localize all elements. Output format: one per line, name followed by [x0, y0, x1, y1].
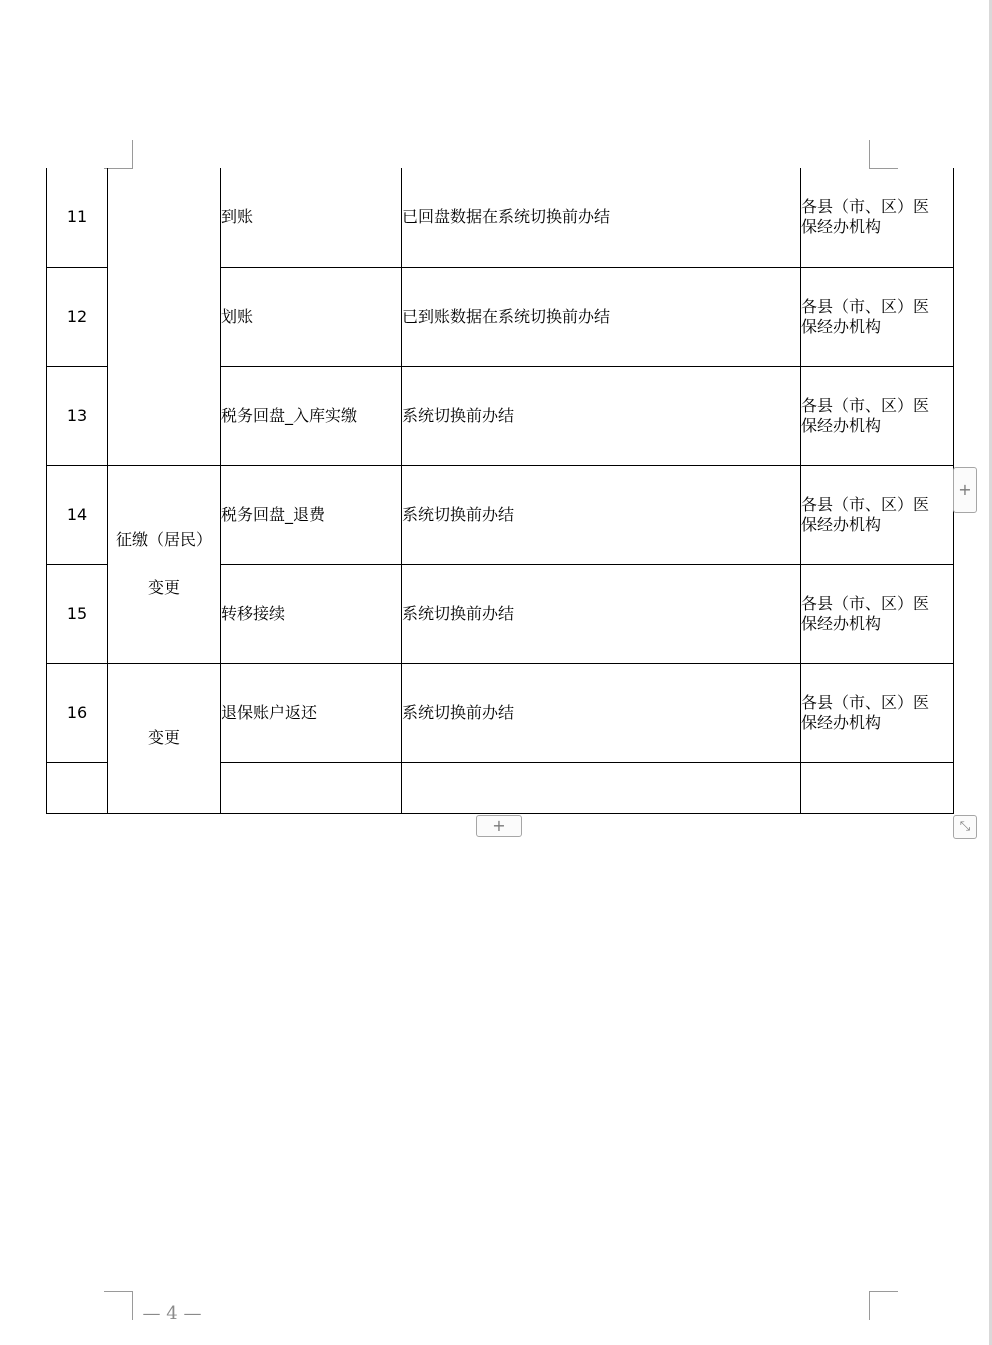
organization-line-1: 各县（市、区）医 [801, 593, 930, 613]
crop-mark-bottom-left [104, 1291, 133, 1320]
add-row-button[interactable]: + [476, 815, 522, 837]
row-number: 15 [47, 564, 108, 663]
organization-line-1: 各县（市、区）医 [801, 395, 930, 415]
empty-cell [221, 762, 402, 813]
table-row [47, 168, 954, 267]
organization-line-1: 各县（市、区）医 [801, 296, 930, 316]
organization-line-2: 保经办机构 [801, 415, 882, 435]
item-cell: 税务回盘_入库实缴 [221, 366, 402, 465]
row-number: 13 [47, 366, 108, 465]
description-cell: 已到账数据在系统切换前办结 [402, 267, 801, 366]
row-number: 14 [47, 465, 108, 564]
organization-line-1: 各县（市、区）医 [801, 692, 930, 712]
organization-line-2: 保经办机构 [801, 316, 882, 336]
organization-cell [801, 564, 954, 663]
table-row [47, 663, 954, 762]
crop-mark-bottom-right [869, 1291, 898, 1320]
item-cell: 转移接续 [221, 564, 402, 663]
row-number: 16 [47, 663, 108, 762]
crop-mark-top-right [869, 140, 898, 169]
document-table[interactable] [46, 168, 954, 814]
description-cell: 系统切换前办结 [402, 366, 801, 465]
organization-line-2: 保经办机构 [801, 712, 882, 732]
table-row [47, 465, 954, 564]
item-cell: 划账 [221, 267, 402, 366]
description-cell: 已回盘数据在系统切换前办结 [402, 168, 801, 267]
row-number: 12 [47, 267, 108, 366]
row-number: 11 [47, 168, 108, 267]
description-cell: 系统切换前办结 [402, 564, 801, 663]
description-cell: 系统切换前办结 [402, 465, 801, 564]
organization-line-1: 各县（市、区）医 [801, 197, 930, 217]
category-label-line-2: 变更 [147, 578, 180, 597]
organization-cell [801, 168, 954, 267]
item-cell: 税务回盘_退费 [221, 465, 402, 564]
organization-cell [801, 465, 954, 564]
organization-cell [801, 366, 954, 465]
item-cell: 到账 [221, 168, 402, 267]
category-cell: 变更 [108, 663, 221, 813]
category-cell [108, 465, 221, 663]
category-label-line-1: 征缴（居民） [115, 530, 212, 549]
organization-line-1: 各县（市、区）医 [801, 494, 930, 514]
description-cell: 系统切换前办结 [402, 663, 801, 762]
organization-cell [801, 267, 954, 366]
empty-cell [801, 762, 954, 813]
item-cell: 退保账户返还 [221, 663, 402, 762]
add-column-button[interactable]: + [953, 467, 977, 513]
organization-line-2: 保经办机构 [801, 217, 882, 237]
page-number: — 4 — [142, 1303, 202, 1324]
organization-line-2: 保经办机构 [801, 613, 882, 633]
empty-cell [402, 762, 801, 813]
table-resize-handle[interactable]: ⤡ [953, 815, 977, 839]
organization-line-2: 保经办机构 [801, 514, 882, 534]
category-cell-empty [108, 168, 221, 465]
crop-mark-top-left [104, 140, 133, 169]
empty-cell [47, 762, 108, 813]
organization-cell [801, 663, 954, 762]
